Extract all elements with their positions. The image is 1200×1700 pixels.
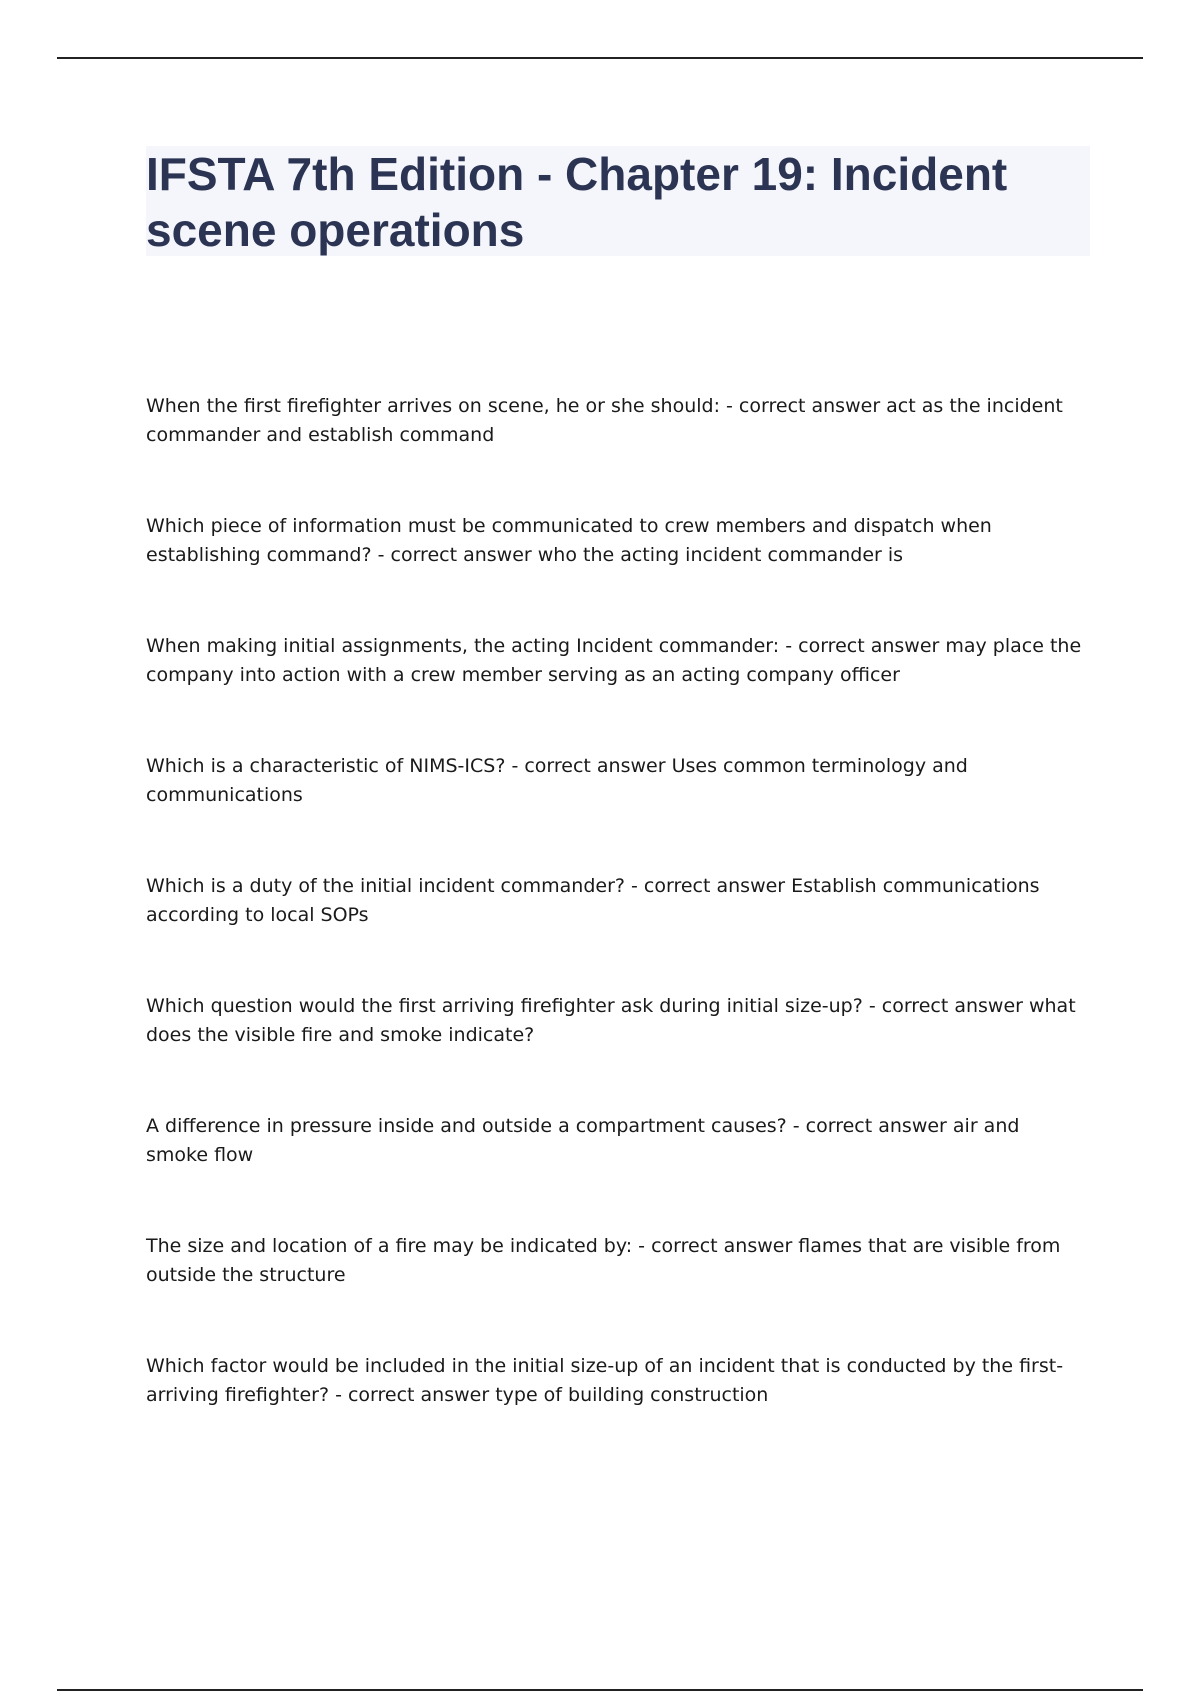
bottom-divider: [57, 1689, 1143, 1691]
question-answer-list: [146, 392, 1086, 1410]
page-title: IFSTA 7th Edition - Chapter 19: Incident scene operations: [146, 148, 1008, 256]
qa-item: Which question would the first arriving firefighter ask during initial size-up? - correct answer what does the visible fire and smoke indicate?: [146, 995, 1076, 1046]
qa-item: The size and location of a fire may be indicated by: - correct answer flames that are visible from outside the structure: [146, 1235, 1061, 1286]
top-divider: [57, 57, 1143, 59]
qa-item: Which piece of information must be communicated to crew members and dispatch when establishing command? - correct answer who the acting incident commander is: [146, 515, 992, 566]
title-block: [146, 146, 1090, 256]
qa-item: When making initial assignments, the acting Incident commander: - correct answer may place the company into action with a crew member serving as an acting company officer: [146, 635, 1082, 686]
qa-item: Which is a duty of the initial incident commander? - correct answer Establish communications according to local SOPs: [146, 875, 1040, 926]
qa-item: Which factor would be included in the initial size-up of an incident that is conducted by the first-arriving firefighter? - correct answer type of building construction: [146, 1355, 1064, 1406]
qa-item: Which is a characteristic of NIMS-ICS? - correct answer Uses common terminology and communications: [146, 755, 968, 806]
qa-item: A difference in pressure inside and outside a compartment causes? - correct answer air and smoke flow: [146, 1115, 1020, 1166]
qa-item: When the first firefighter arrives on scene, he or she should: - correct answer act as the incident commander and establish command: [146, 395, 1063, 446]
